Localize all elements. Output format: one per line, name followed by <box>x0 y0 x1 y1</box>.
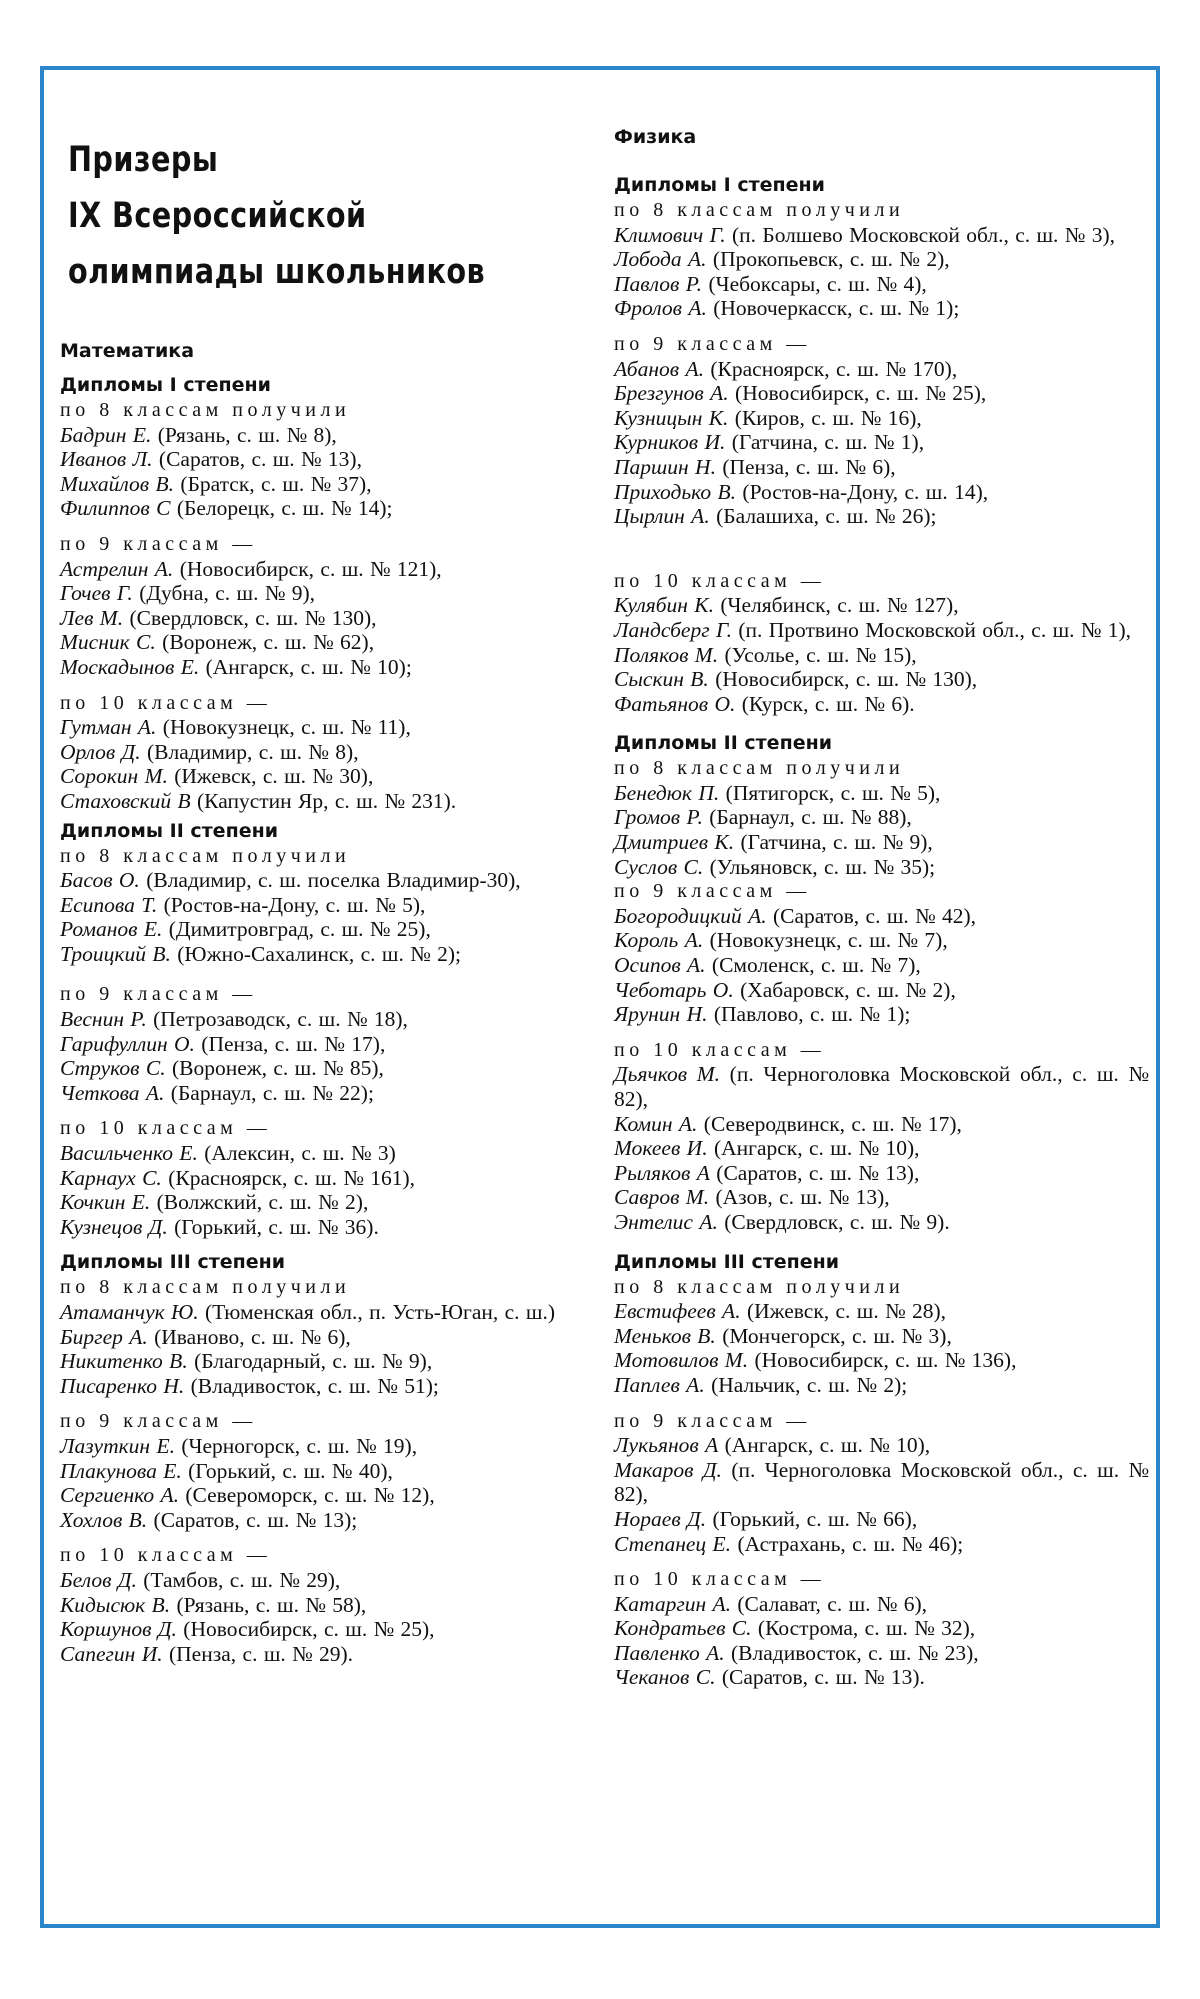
laureate-school: (Свердловск, с. ш. № 9). <box>724 1209 950 1234</box>
laureate-school: (Пятигорск, с. ш. № 5), <box>725 780 941 805</box>
laureate-school: (Азов, с. ш. № 13), <box>715 1185 890 1210</box>
laureate-school: (Астрахань, с. ш. № 46); <box>737 1531 964 1556</box>
laureate-name: Филиппов С <box>60 496 171 521</box>
laureate-entry <box>614 953 1149 978</box>
physics-diploma-1 <box>614 172 1149 716</box>
laureate-name: Мисник С. <box>60 630 156 655</box>
laureate-name: Фатьянов О. <box>614 691 736 716</box>
laureate-name: Романов Е. <box>60 917 163 942</box>
laureate-entry <box>614 357 1149 382</box>
grade-group <box>60 1116 605 1239</box>
laureate-school: (Челябинск, с. ш. № 127), <box>720 593 959 618</box>
laureate-name: Троицкий В. <box>60 941 171 966</box>
laureate-name: Паршин Н. <box>614 454 716 479</box>
diploma-heading: Дипломы I степени <box>614 174 825 196</box>
laureate-name: Ландсберг Г. <box>614 617 732 642</box>
laureate-school: (Дубна, с. ш. № 9), <box>139 581 315 606</box>
laureate-name: Поляков М. <box>614 642 719 667</box>
grade-label: по 10 классам — <box>614 1568 826 1591</box>
laureate-entry <box>614 504 1149 529</box>
laureate-entry <box>614 904 1149 929</box>
laureate-school: (Южно-Сахалинск, с. ш. № 2); <box>177 941 461 966</box>
laureate-name: Кидысюк В. <box>60 1592 171 1617</box>
laureate-name: Гарифуллин О. <box>60 1031 195 1056</box>
laureate-entry <box>60 1056 605 1081</box>
laureate-school: (Саратов, с. ш. № 13), <box>716 1160 920 1185</box>
laureate-entry <box>614 480 1149 505</box>
laureate-entry <box>614 1299 1149 1324</box>
laureate-name: Атаманчук Ю. <box>60 1300 199 1324</box>
laureate-school: (Северодвинск, с. ш. № 17), <box>703 1111 962 1136</box>
laureate-entry <box>60 447 605 472</box>
laureate-entry <box>614 430 1149 455</box>
laureate-name: Сапегин И. <box>60 1641 163 1666</box>
laureate-school: (Рязань, с. ш. № 8), <box>157 422 337 447</box>
laureate-entry <box>60 1032 605 1057</box>
laureate-school: (Ангарск, с. ш. № 10), <box>724 1433 931 1458</box>
grade-group <box>614 569 1149 717</box>
laureate-entry <box>614 1641 1149 1666</box>
grade-group <box>614 756 1149 879</box>
laureate-name: Кочкин Е. <box>60 1190 151 1215</box>
laureate-name: Мокеев И. <box>614 1136 708 1161</box>
laureate-entry <box>614 855 1149 880</box>
laureate-school: (Тюменская обл., п. Усть-Юган, с. ш.) <box>204 1300 556 1324</box>
laureate-school: (п. Черноголовка Московской обл., с. ш. № 82), <box>614 1062 1149 1111</box>
laureate-entry <box>614 928 1149 953</box>
laureate-school: (Рязань, с. ш. № 58), <box>176 1592 367 1617</box>
laureate-entry <box>614 1433 1149 1458</box>
laureate-entry <box>60 1190 605 1215</box>
laureate-name: Чеботарь О. <box>614 977 734 1002</box>
laureate-school: (Прокопьевск, с. ш. № 2), <box>712 247 950 272</box>
grade-label: по 9 классам — <box>60 1410 257 1433</box>
laureate-entry <box>614 618 1149 643</box>
laureate-entry <box>614 1373 1149 1398</box>
laureate-entry <box>60 1483 605 1508</box>
laureate-school: (Саратов, с. ш. № 13), <box>158 447 362 472</box>
laureate-school: (Воронеж, с. ш. № 62), <box>162 630 375 655</box>
grade-label: по 10 классам — <box>614 1038 826 1061</box>
grade-group <box>60 398 605 521</box>
laureate-entry <box>614 1532 1149 1557</box>
grade-group <box>60 532 605 680</box>
laureate-name: Брезгунов А. <box>614 381 729 406</box>
laureate-entry <box>614 643 1149 668</box>
laureate-name: Ярунин Н. <box>614 1002 708 1027</box>
laureate-name: Меньков В. <box>614 1323 716 1348</box>
laureate-school: (Пенза, с. ш. № 29). <box>169 1641 354 1666</box>
grade-label: по 10 классам — <box>60 691 272 714</box>
laureate-name: Иванов Л. <box>60 447 153 472</box>
page-frame <box>40 66 1160 1928</box>
grade-label: по 10 классам — <box>60 1117 272 1140</box>
laureate-name: Приходько В. <box>614 479 737 504</box>
grade-label: по 9 классам — <box>60 983 257 1006</box>
laureate-school: (Иваново, с. ш. № 6), <box>154 1324 351 1349</box>
laureate-entry <box>614 247 1149 272</box>
laureate-school: (Ангарск, с. ш. № 10); <box>205 654 412 679</box>
laureate-name: Орлов Д. <box>60 739 141 764</box>
article-title <box>68 132 508 300</box>
diploma-heading: Дипломы I степени <box>60 374 271 396</box>
laureate-entry <box>60 655 605 680</box>
laureate-name: Сыскин В. <box>614 667 709 692</box>
laureate-entry <box>614 1136 1149 1161</box>
laureate-school: (п. Протвино Московской обл., с. ш. № 1), <box>738 617 1132 642</box>
laureate-school: (Новокузнецк, с. ш. № 11), <box>162 715 411 740</box>
laureate-name: Павленко А. <box>614 1640 725 1665</box>
laureate-school: (Барнаул, с. ш. № 88), <box>709 805 912 830</box>
laureate-school: (Алексин, с. ш. № 3) <box>204 1141 396 1166</box>
laureate-school: (Усолье, с. ш. № 15), <box>724 642 917 667</box>
subject-physics: Физика <box>614 126 697 148</box>
laureate-name: Кондратьев С. <box>614 1616 752 1641</box>
laureate-entry <box>60 1593 605 1618</box>
laureate-name: Фролов А. <box>614 296 707 321</box>
laureate-name: Король А. <box>614 928 704 953</box>
laureate-school: (Горький, с. ш. № 66), <box>712 1506 918 1531</box>
laureate-entry <box>60 581 605 606</box>
grade-group <box>60 1543 605 1666</box>
laureate-entry <box>614 455 1149 480</box>
grade-label: по 8 классам получили <box>60 844 351 867</box>
laureate-entry <box>614 296 1149 321</box>
laureate-school: (Чебоксары, с. ш. № 4), <box>708 271 927 296</box>
grade-group <box>614 1038 1149 1235</box>
laureate-school: (Новосибирск, с. ш. № 121), <box>179 556 442 581</box>
title-line-3: олимпиады школьников <box>68 252 486 292</box>
physics-diploma-2 <box>614 730 1149 1234</box>
laureate-school: (Ижевск, с. ш. № 30), <box>174 764 374 789</box>
laureate-entry <box>60 1081 605 1106</box>
laureate-school: (Новосибирск, с. ш. № 25), <box>735 381 987 406</box>
laureate-name: Осипов А. <box>614 953 706 978</box>
laureate-entry <box>614 1458 1149 1507</box>
laureate-school: (Черногорск, с. ш. № 19), <box>181 1433 418 1458</box>
diploma-heading: Дипломы II степени <box>60 819 279 842</box>
laureate-name: Веснин Р. <box>60 1007 147 1032</box>
laureate-name: Бадрин Е. <box>60 422 152 447</box>
laureate-school: (Гатчина, с. ш. № 9), <box>740 830 933 855</box>
laureate-school: (Киров, с. ш. № 16), <box>734 405 922 430</box>
diploma-heading: Дипломы III степени <box>60 1251 286 1274</box>
laureate-school: (Пенза, с. ш. № 6), <box>722 454 896 479</box>
laureate-school: (п. Болшево Московской обл., с. ш. № 3), <box>731 222 1115 247</box>
laureate-school: (Владивосток, с. ш. № 23), <box>730 1640 979 1665</box>
laureate-name: Рыляков А <box>614 1160 710 1185</box>
laureate-school: (Салават, с. ш. № 6), <box>737 1591 928 1616</box>
laureate-entry <box>60 789 605 814</box>
laureate-name: Москадынов Е. <box>60 654 200 679</box>
grade-group <box>614 332 1149 529</box>
laureate-school: (Нальчик, с. ш. № 2); <box>711 1372 908 1397</box>
grade-label: по 9 классам — <box>614 880 811 903</box>
laureate-school: (Красноярск, с. ш. № 161), <box>168 1165 416 1190</box>
laureate-entry <box>614 830 1149 855</box>
laureate-entry <box>60 1141 605 1166</box>
laureate-entry <box>614 381 1149 406</box>
laureate-entry <box>614 272 1149 297</box>
laureate-school: (Балашиха, с. ш. № 26); <box>716 504 937 529</box>
laureate-entry <box>614 1112 1149 1137</box>
laureate-name: Степанец Е. <box>614 1531 732 1556</box>
laureate-school: (Павлово, с. ш. № 1); <box>713 1002 911 1027</box>
laureate-name: Абанов А. <box>614 356 705 381</box>
laureate-entry <box>60 1508 605 1533</box>
laureate-school: (Смоленск, с. ш. № 7), <box>711 953 921 978</box>
laureate-name: Павлов Р. <box>614 271 703 296</box>
laureate-entry <box>60 496 605 521</box>
laureate-entry <box>60 1215 605 1240</box>
diploma-heading: Дипломы II степени <box>614 732 833 755</box>
laureate-entry <box>614 692 1149 717</box>
laureate-entry <box>60 1568 605 1593</box>
laureate-entry <box>60 1007 605 1032</box>
laureate-name: Коршунов Д. <box>60 1617 177 1642</box>
laureate-school: (Ростов-на-Дону, с. ш. № 5), <box>163 892 426 917</box>
grade-group <box>614 1567 1149 1690</box>
laureate-school: (Саратов, с. ш. № 13). <box>721 1665 925 1690</box>
laureate-entry <box>60 557 605 582</box>
laureate-entry <box>614 781 1149 806</box>
laureate-name: Белов Д. <box>60 1567 137 1592</box>
laureate-school: (Ангарск, с. ш. № 10), <box>713 1136 920 1161</box>
grade-group <box>614 198 1149 321</box>
left-column <box>60 124 605 1666</box>
laureate-name: Лазуткин Е. <box>60 1433 175 1458</box>
laureate-name: Макаров Д. <box>614 1457 722 1482</box>
laureate-school: (Барнаул, с. ш. № 22); <box>170 1080 374 1105</box>
laureate-entry <box>60 606 605 631</box>
laureate-name: Биргер А. <box>60 1324 148 1349</box>
laureate-school: (Ростов-на-Дону, с. ш. 14), <box>742 479 989 504</box>
laureate-entry <box>614 1592 1149 1617</box>
grade-group <box>60 1275 605 1398</box>
laureate-name: Четкова А. <box>60 1080 165 1105</box>
laureate-entry <box>614 1062 1149 1111</box>
laureate-entry <box>60 715 605 740</box>
laureate-entry <box>614 223 1149 248</box>
laureate-name: Кулябин К. <box>614 593 714 618</box>
laureate-school: (Хабаровск, с. ш. № 2), <box>740 977 956 1002</box>
laureate-name: Стаховский В <box>60 788 191 813</box>
laureate-school: (Новосибирск, с. ш. № 136), <box>754 1348 1017 1373</box>
laureate-name: Лукьянов А <box>614 1433 719 1458</box>
laureate-name: Климович Г. <box>614 222 726 247</box>
subject-math: Математика <box>60 340 195 362</box>
laureate-entry <box>60 942 605 967</box>
laureate-entry <box>614 1185 1149 1210</box>
laureate-name: Евстифеев А. <box>614 1299 741 1324</box>
laureate-entry <box>60 1349 605 1374</box>
laureate-school: (Капустин Яр, с. ш. № 231). <box>196 788 457 813</box>
grade-label: по 8 классам получили <box>614 199 905 221</box>
laureate-school: (Воронеж, с. ш. № 85), <box>171 1056 384 1081</box>
laureate-entry <box>614 1161 1149 1186</box>
laureate-name: Нораев Д. <box>614 1506 707 1531</box>
laureate-entry <box>60 630 605 655</box>
laureate-school: (Саратов, с. ш. № 13); <box>153 1507 358 1532</box>
laureate-entry <box>60 1325 605 1350</box>
laureate-name: Сорокин М. <box>60 764 168 789</box>
laureate-entry <box>60 1300 605 1325</box>
laureate-school: (Североморск, с. ш. № 12), <box>185 1483 435 1508</box>
laureate-entry <box>60 1374 605 1399</box>
laureate-entry <box>614 1348 1149 1373</box>
grade-label: по 10 классам — <box>614 569 826 592</box>
laureate-school: (Горький, с. ш. № 40), <box>188 1458 393 1483</box>
laureate-school: (Новокузнецк, с. ш. № 7), <box>709 928 948 953</box>
laureate-name: Дмитриев К. <box>614 830 735 855</box>
grade-label: по 10 классам — <box>60 1544 272 1567</box>
laureate-name: Михайлов В. <box>60 471 175 496</box>
laureate-entry <box>614 805 1149 830</box>
laureate-name: Дьячков М. <box>614 1062 720 1087</box>
laureate-name: Чеканов С. <box>614 1665 716 1690</box>
laureate-name: Энтелис А. <box>614 1209 718 1234</box>
laureate-entry <box>60 423 605 448</box>
laureate-name: Комин А. <box>614 1111 698 1136</box>
title-line-1: Призеры <box>68 140 219 180</box>
laureate-name: Васильченко Е. <box>60 1141 198 1166</box>
laureate-entry <box>60 917 605 942</box>
laureate-name: Есипова Т. <box>60 892 158 917</box>
laureate-name: Астрелин А. <box>60 556 174 581</box>
laureate-school: (Гатчина, с. ш. № 1), <box>731 430 925 455</box>
laureate-school: (Братск, с. ш. № 37), <box>180 471 372 496</box>
laureate-school: (Кострома, с. ш. № 32), <box>757 1616 976 1641</box>
laureate-entry <box>60 764 605 789</box>
grade-label: по 9 классам — <box>614 1409 811 1432</box>
laureate-name: Кузнецов Д. <box>60 1214 168 1239</box>
laureate-name: Савров М. <box>614 1185 710 1210</box>
laureate-school: (Ульяновск, с. ш. № 35); <box>709 854 936 879</box>
math-diploma-2 <box>60 818 605 1240</box>
laureate-school: (Белорецк, с. ш. № 14); <box>176 496 393 521</box>
laureate-entry <box>60 893 605 918</box>
laureate-school: (Пенза, с. ш. № 17), <box>201 1031 386 1056</box>
laureate-name: Карнаух С. <box>60 1165 162 1190</box>
laureate-name: Цырлин А. <box>614 504 710 529</box>
laureate-entry <box>60 1617 605 1642</box>
laureate-school: (Владимир, с. ш. № 8), <box>146 739 359 764</box>
laureate-name: Гутман А. <box>60 715 157 740</box>
laureate-school: (Горький, с. ш. № 36). <box>174 1214 379 1239</box>
laureate-entry <box>60 1434 605 1459</box>
grade-label: по 8 классам получили <box>60 399 351 421</box>
diploma-heading: Дипломы III степени <box>614 1250 840 1273</box>
math-diploma-3 <box>60 1249 605 1666</box>
laureate-name: Бенедюк П. <box>614 780 720 805</box>
laureate-school: (Благодарный, с. ш. № 9), <box>194 1349 433 1374</box>
laureate-name: Никитенко В. <box>60 1349 188 1374</box>
laureate-name: Курников И. <box>614 430 726 455</box>
laureate-school: (Новосибирск, с. ш. № 25), <box>183 1617 435 1642</box>
laureate-entry <box>614 667 1149 692</box>
laureate-entry <box>614 593 1149 618</box>
laureate-school: (Новосибирск, с. ш. № 130), <box>715 667 978 692</box>
title-line-2: IX Всероссийской <box>68 196 367 236</box>
laureate-entry <box>614 1616 1149 1641</box>
laureate-entry <box>614 406 1149 431</box>
laureate-entry <box>614 1665 1149 1690</box>
laureate-school: (Красноярск, с. ш. № 170), <box>710 356 958 381</box>
grade-group <box>614 1275 1149 1398</box>
laureate-name: Гочев Г. <box>60 581 133 606</box>
grade-label: по 9 классам — <box>60 532 257 555</box>
grade-label: по 9 классам — <box>614 332 811 355</box>
grade-label: по 8 классам получили <box>60 1276 351 1299</box>
grade-group <box>60 691 605 814</box>
laureate-name: Хохлов В. <box>60 1507 148 1532</box>
grade-group <box>60 982 605 1105</box>
grade-label: по 8 классам получили <box>614 1275 905 1298</box>
laureate-entry <box>60 1459 605 1484</box>
laureate-school: (Димитровград, с. ш. № 25), <box>168 917 431 942</box>
laureate-school: (Владивосток, с. ш. № 51); <box>190 1373 439 1398</box>
physics-diploma-3 <box>614 1249 1149 1691</box>
laureate-school: (Ижевск, с. ш. № 28), <box>746 1299 947 1324</box>
laureate-name: Паплев А. <box>614 1372 705 1397</box>
laureate-entry <box>60 472 605 497</box>
laureate-name: Плакунова Е. <box>60 1458 182 1483</box>
laureate-entry <box>614 1210 1149 1235</box>
laureate-name: Писаренко Н. <box>60 1373 185 1398</box>
grade-label: по 8 классам получили <box>614 757 905 780</box>
laureate-school: (Волжский, с. ш. № 2), <box>156 1190 369 1215</box>
laureate-school: (Тамбов, с. ш. № 29), <box>143 1567 341 1592</box>
grade-group <box>60 844 605 967</box>
laureate-name: Суслов С. <box>614 854 704 879</box>
grade-group <box>614 879 1149 1027</box>
laureate-name: Басов О. <box>60 868 140 893</box>
laureate-name: Сергиенко А. <box>60 1483 179 1508</box>
laureate-entry <box>614 1324 1149 1349</box>
laureate-school: (Свердловск, с. ш. № 130), <box>129 605 377 630</box>
laureate-name: Кузницын К. <box>614 405 729 430</box>
laureate-entry <box>614 1002 1149 1027</box>
laureate-entry <box>60 1166 605 1191</box>
laureate-entry <box>614 978 1149 1003</box>
laureate-entry <box>60 868 605 893</box>
laureate-entry <box>60 1642 605 1667</box>
grade-group <box>614 1409 1149 1557</box>
right-column <box>614 124 1149 1690</box>
laureate-entry <box>614 1507 1149 1532</box>
laureate-entry <box>60 740 605 765</box>
laureate-school: (Саратов, с. ш. № 42), <box>772 903 977 928</box>
laureate-name: Струков С. <box>60 1056 166 1081</box>
laureate-name: Мотовилов М. <box>614 1348 749 1373</box>
laureate-school: (Петрозаводск, с. ш. № 18), <box>153 1007 408 1032</box>
laureate-name: Богородицкий А. <box>614 903 767 928</box>
laureate-name: Громов Р. <box>614 805 703 830</box>
laureate-name: Лев М. <box>60 605 124 630</box>
laureate-school: (Курск, с. ш. № 6). <box>741 691 915 716</box>
laureate-school: (Мончегорск, с. ш. № 3), <box>722 1323 952 1348</box>
grade-group <box>60 1409 605 1532</box>
laureate-name: Катаргин А. <box>614 1591 732 1616</box>
laureate-school: (п. Черноголовка Московской обл., с. ш. № 82), <box>614 1457 1150 1507</box>
math-diploma-1 <box>60 372 605 814</box>
laureate-school: (Новочеркасск, с. ш. № 1); <box>713 296 960 321</box>
laureate-school: (Владимир, с. ш. поселка Владимир-30), <box>146 868 521 893</box>
laureate-name: Лобода А. <box>614 247 707 272</box>
